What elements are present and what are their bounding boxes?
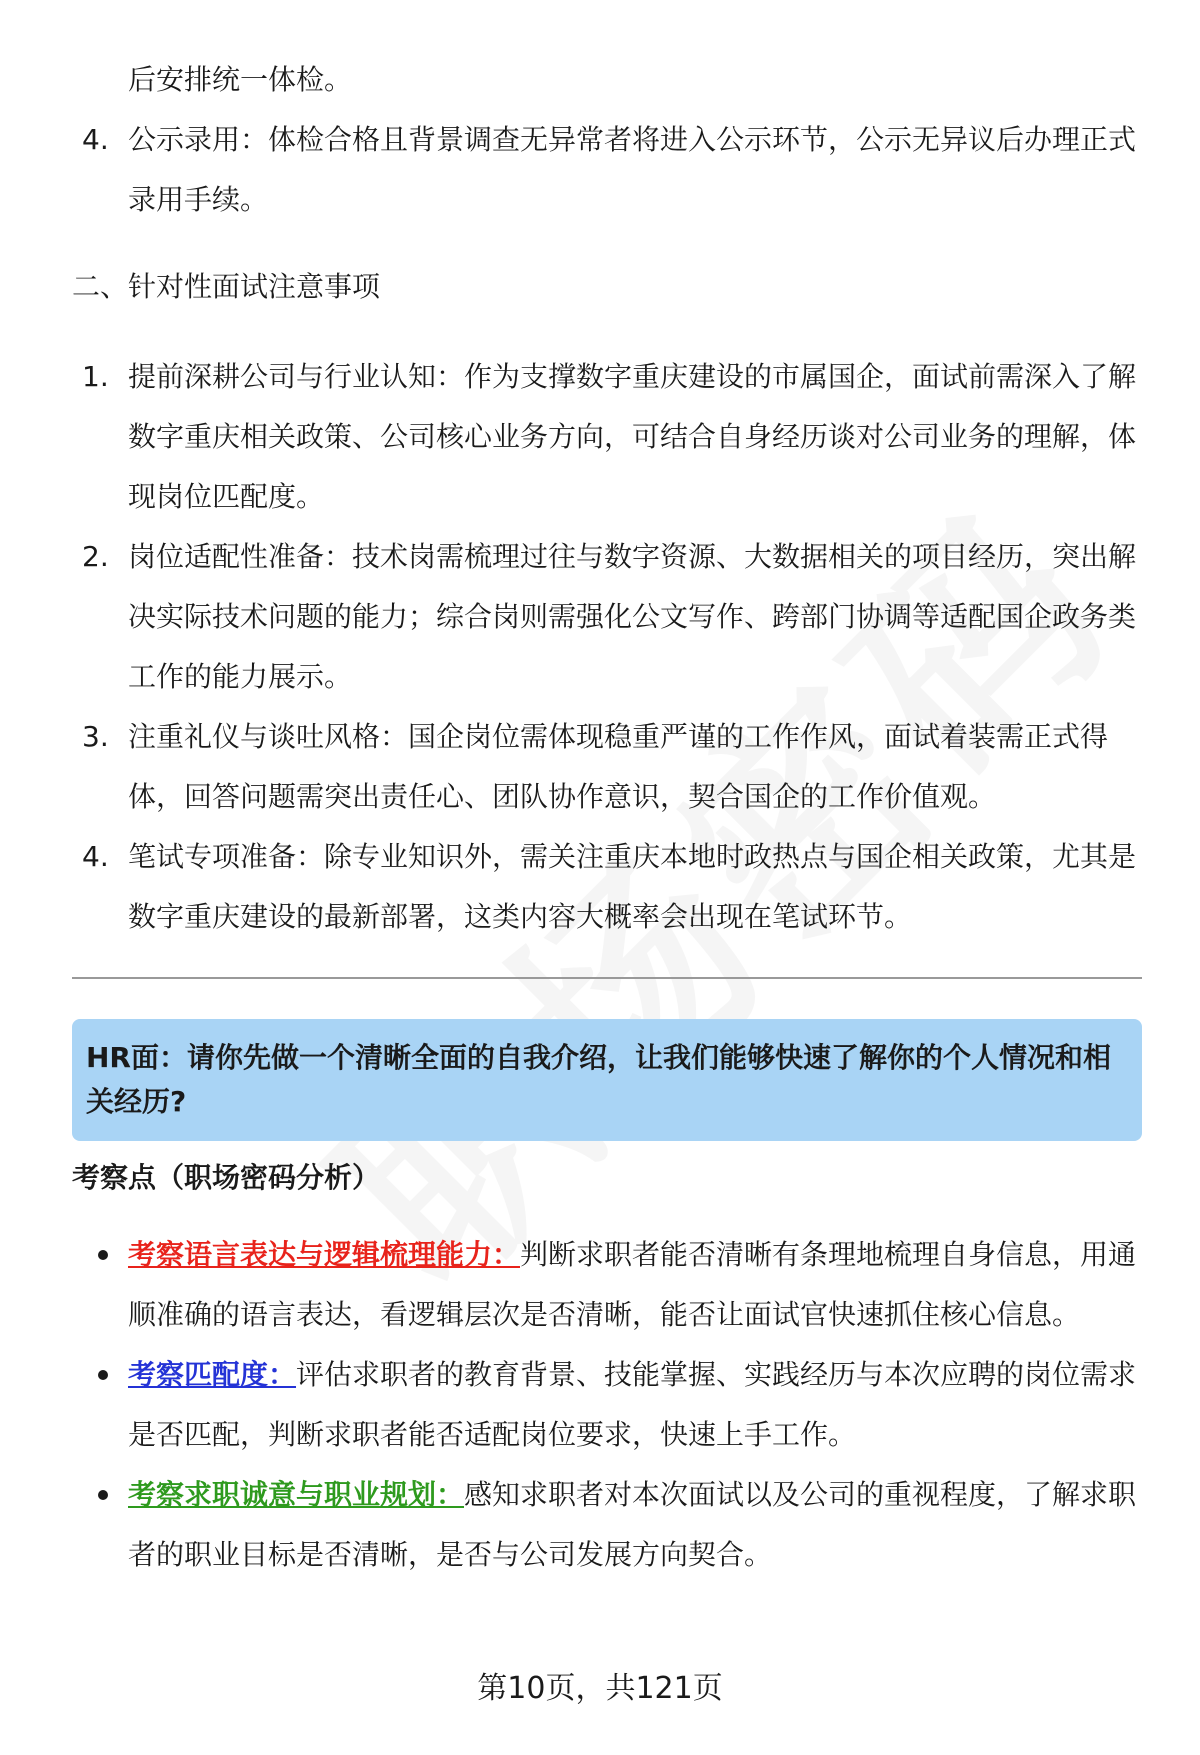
point-keyword: 考察匹配度： [128, 1358, 297, 1391]
point-text: 评估求职者的教育背景、技能掌握、实践经历与本次应聘的岗位需求是否匹配，判断求职者能否适配岗位要求，快速上手工作。 [128, 1358, 1137, 1451]
bullet-icon [98, 1490, 108, 1500]
list-number: 2. [82, 540, 109, 573]
list-item [72, 527, 1142, 707]
list-text: 岗位适配性准备：技术岗需梳理过往与数字资源、大数据相关的项目经历，突出解决实际技术问题的能力；综合岗则需强化公文写作、跨部门协调等适配国企政务类工作的能力展示。 [128, 540, 1137, 693]
list-number: 1. [82, 360, 109, 393]
section-title: 二、针对性面试注意事项 [72, 270, 381, 303]
point-keyword: 考察求职诚意与职业规划： [128, 1478, 465, 1511]
bullet-icon [98, 1370, 108, 1380]
list-number: 4. [82, 840, 109, 873]
list-text: 提前深耕公司与行业认知：作为支撑数字重庆建设的市属国企，面试前需深入了解数字重庆相关政策、公司核心业务方向，可结合自身经历谈对公司业务的理解，体现岗位匹配度。 [128, 360, 1137, 513]
list-number: 4. [82, 123, 109, 156]
list-item [72, 707, 1142, 827]
list-number: 3. [82, 720, 109, 753]
list-item [72, 110, 1142, 230]
bullet-icon [98, 1250, 108, 1260]
list-text: 注重礼仪与谈吐风格：国企岗位需体现稳重严谨的工作作风，面试着装需正式得体，回答问题需突出责任心、团队协作意识，契合国企的工作价值观。 [128, 720, 1109, 813]
point-keyword: 考察语言表达与逻辑梳理能力： [128, 1238, 521, 1271]
analysis-points [72, 1225, 1142, 1585]
point-text: 感知求职者对本次面试以及公司的重视程度，了解求职者的职业目标是否清晰，是否与公司发展方向契合。 [128, 1478, 1137, 1571]
hr-question-box: HR面：请你先做一个清晰全面的自我介绍，让我们能够快速了解你的个人情况和相关经历? [72, 1019, 1142, 1141]
list-item [72, 1345, 1142, 1465]
interview-tips [72, 347, 1142, 947]
divider [72, 977, 1142, 979]
list-item [72, 1465, 1142, 1585]
list-item [72, 347, 1142, 527]
page-footer: 第10页，共121页 [477, 1671, 723, 1706]
continuation-text: 后安排统一体检。 [128, 63, 353, 96]
list-text: 笔试专项准备：除专业知识外，需关注重庆本地时政热点与国企相关政策，尤其是数字重庆建设的最新部署，这类内容大概率会出现在笔试环节。 [128, 840, 1137, 933]
recruitment-steps [72, 110, 1142, 230]
list-text: 公示录用：体检合格且背景调查无异常者将进入公示环节，公示无异议后办理正式录用手续。 [128, 123, 1137, 216]
point-text: 判断求职者能否清晰有条理地梳理自身信息，用通顺准确的语言表达，看逻辑层次是否清晰，能否让面试官快速抓住核心信息。 [128, 1238, 1137, 1331]
page-content [72, 0, 1142, 1585]
list-item [72, 1225, 1142, 1345]
list-item [72, 827, 1142, 947]
analysis-title: 考察点（职场密码分析） [72, 1161, 381, 1194]
